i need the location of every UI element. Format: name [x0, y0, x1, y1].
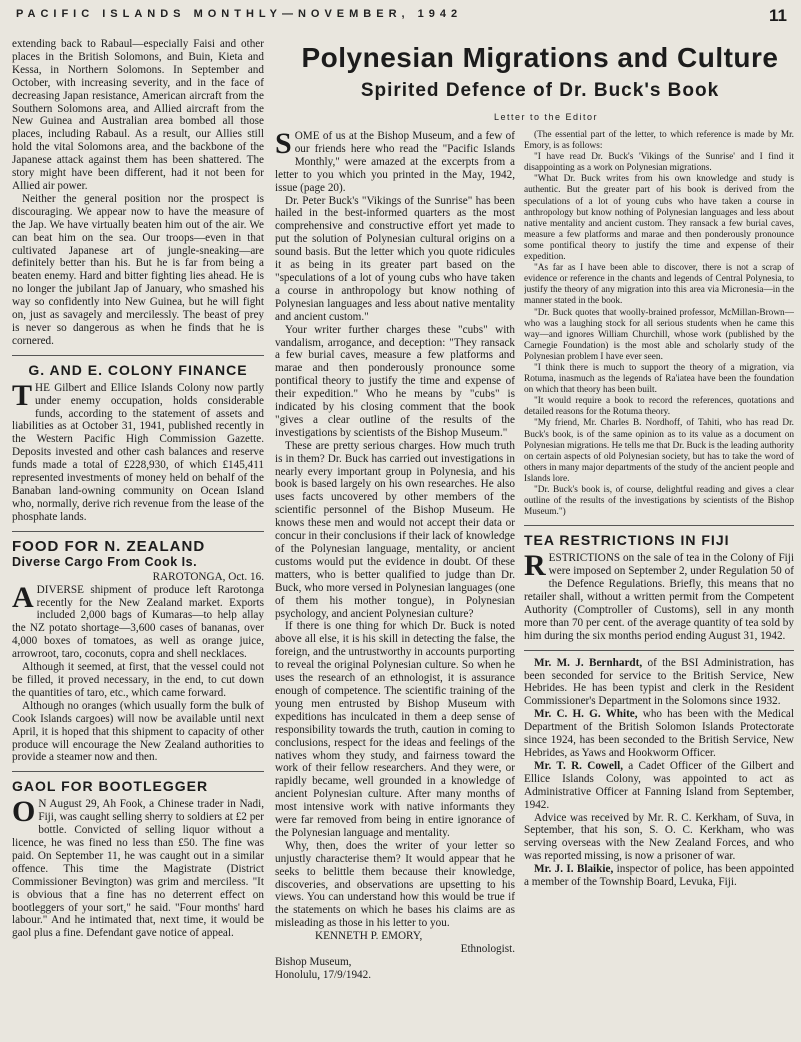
- divider: [524, 650, 794, 651]
- letter-quote: "I think there is much to support the theory of a migration, via Rotuma, inasmuch as the legends of Ra'iatea have been the foundation on which that theory has been built.: [524, 362, 794, 396]
- drop-cap: A: [12, 580, 34, 614]
- personal-item: [524, 863, 794, 889]
- personal-item: [524, 708, 794, 760]
- personal-name: Mr. J. I. Blaikie,: [534, 863, 614, 876]
- page-number: 11: [769, 6, 787, 25]
- feature-lead-text: OME of us at the Bishop Museum, and a few of our friends here who read the "Pacific Islands Monthly," were amazed at the excerpts from a letter to you which you printed in the May, 1942, issue (page 20).: [275, 130, 515, 194]
- column-right: [524, 130, 794, 1042]
- feature-para: Why, then, does the writer of your letter so unjustly characterise them? It would appear that he seeks to belittle them because their knowledge, discoveries, and observations are upsetting to his views. You can understand how this would be true if the statements on which he bases his claims are as misleading as those in his letter to you.: [275, 839, 515, 930]
- signature-name: KENNETH P. EMORY,: [315, 930, 423, 943]
- food-heading: FOOD FOR N. ZEALAND: [12, 537, 206, 555]
- feature-para: These are pretty serious charges. How much truth is in them? Dr. Buck has carried out investigations in nearly every important group in Polynesia, and his book is based largely on his own researches. He also uses facts uncovered by other members of the scientific personnel of the Bishop Museum. He knows these men and would not accept their data or concur in their conclusions if their lack of knowledge of the Polynesian language, mentality, or ancient customs would put the evidence in doubt. Of these matters, who is better qualified to judge than Dr. Buck, who more versed in Polynesian languages (one of them his mother tongue), in Polynesian psychology, and ancient Polynesian culture?: [275, 439, 515, 620]
- personal-name: Mr. T. R. Cowell,: [534, 759, 623, 772]
- feature-para: Your writer further charges these "cubs" with vandalism, arrogance, and deception: "They ransack a few burial caves, measure a few platforms and marae and then ponderously pronounce some pontifical theory to justify the time and expense of their expedition." Who he means by "cubs" is indicated by his closing comment that the book "gives a clear outline of the results of the investigations by scientists of the Bishop Museum.": [275, 323, 515, 439]
- divider: [12, 771, 264, 772]
- war-article-para: Neither the general position nor the prospect is discouraging. We appear now to have the measure of the Jap. We have virtually beaten him out of the air. We can beat him on the sea. Our troops—even in that cultivated Japanese art of jungle-sneaking—are definitely better than his. But he is far from being a beaten enemy. Hard and bitter fighting lies ahead. He is no longer the jubilant Jap of January, who smashed his way so confidently into New Guinea, but he will fight on, just as savagely and mercilessly. The beast of prey is never so dangerous as when he finds that he is cornered.: [12, 192, 264, 347]
- letter-quote: "Dr. Buck's book is, of course, delightful reading and gives a clear outline of the results of the investigations by scientists of the Bishop Museum."): [524, 485, 794, 518]
- letter-quote: "My friend, Mr. Charles B. Nordhoff, of Tahiti, who has read Dr. Buck's book, is of the same opinion as to its value as a document on Polynesian migrations. He tells me that Dr. Buck is the leading authority on certain aspects of old Polynesian society, but has to take the word of others in many major departments of the study of the ancient people and Islands lore.: [524, 418, 794, 484]
- war-article-para: extending back to Rabaul—especially Faisi and other places in the British Solomons, and Buin, Kieta and Kessa, in Northern Solomons. In September and October, with increasing severity, and in the face of decreasing Japan resistance, American aircraft from the Southern Solomons area, and Allied aircraft from the New Guinea and Australian area bombed all those places, including Rabaul. As a result, our Allies still hold the vital Solomons area, and the backbone of the Japanese attack against them has been shattered. The story might have been different, had it not been for Allied air power.: [12, 38, 264, 192]
- running-head: PACIFIC ISLANDS MONTHLY—NOVEMBER, 1942: [16, 8, 463, 20]
- letter-quote: "Dr. Buck quotes that woolly-brained professor, McMillan-Brown—who was a laughing stock for all serious students when he came this way—and ignores William Churchill, whose work (published by the Carnegie Foundation) is the most able and scholarly study of the Polynesian problem I have ever seen.: [524, 307, 794, 362]
- tea-text: ESTRICTIONS on the sale of tea in the Colony of Fiji were imposed on September 2, under Regulation 50 of the Defence Regulations. Briefly, this means that no retailer shall, without a written permit from the Competent Authority (Comptroller of Customs), sell in any month more than 70 per cent. of the average quantity of tea sold by him during the six months period ending August 31, 1942.: [524, 552, 794, 642]
- personal-text: inspector of police, has been appointed a member of the Township Board, Levuka, Fiji.: [524, 863, 794, 889]
- personal-name: Mr. C. H. G. White,: [534, 708, 638, 721]
- signature-title: Ethnologist.: [460, 943, 515, 956]
- drop-cap: S: [275, 130, 292, 160]
- personal-text: who has been with the Medical Department of the British Solomon Islands Protectorate since 1924, has been seconded to the British Service, New Hebrides, as Yaws and Hookworm Officer.: [524, 708, 794, 759]
- feature-title: Polynesian Migrations and Culture: [301, 42, 779, 73]
- divider: [12, 531, 264, 532]
- food-subheading: Diverse Cargo From Cook Is.: [12, 554, 198, 569]
- food-lead: [12, 580, 264, 661]
- column-middle: [275, 130, 515, 1042]
- letter-quote: "It would require a book to record the references, quotations and detailed reasons for the Rotuma theory.: [524, 396, 794, 418]
- tea-body: [524, 549, 794, 642]
- gaol-heading: GAOL FOR BOOTLEGGER: [12, 778, 209, 795]
- feature-lead: [275, 130, 515, 195]
- food-para: Although no oranges (which usually form the bulk of Cook Islands cargoes) will now be available until next April, it is hoped that this shipment to capacity of other produce will encourage the New Zealand authorities to provide a steamer now and then.: [12, 699, 264, 764]
- signature-place: Bishop Museum,: [275, 956, 352, 968]
- drop-cap: O: [12, 795, 36, 829]
- personal-text: of the BSI Administration, has been seconded for service to the British Service, New Hebrides. He has been typist and clerk in the Resident Commissioner's Department in the Solomons since 1932.: [524, 656, 794, 708]
- letter-quote: "What Dr. Buck writes from his own knowledge and study is authentic. But the greater part of his book is derived from the speculations of a lot of young cubs who have taken a course in anthropology but know nothing of Polynesian languages and less about native mentality and ancient custom. They ransack a few burial caves, measure a few platforms and marae and then ponderously pronounce some pontifical theory to justify the time and expense of their expedition.: [524, 174, 794, 263]
- letter-quote: (The essential part of the letter, to which reference is made by Mr. Emory, is as follows:: [524, 130, 794, 152]
- tea-heading: TEA RESTRICTIONS IN FIJI: [524, 532, 730, 549]
- colony-finance-heading: G. AND E. COLONY FINANCE: [28, 361, 248, 378]
- drop-cap: T: [12, 378, 33, 412]
- gaol-body: [12, 795, 264, 940]
- letter-label: Letter to the Editor: [494, 112, 599, 122]
- personal-text: a Cadet Officer of the Gilbert and Ellice Islands Colony, was appointed to act as Administrative Officer at Fanning Island from September, 1942.: [524, 759, 794, 811]
- divider: [524, 525, 794, 526]
- gaol-text: N August 29, Ah Fook, a Chinese trader in Nadi, Fiji, was caught selling sherry to soldiers at £2 per bottle. Convicted of selling liquor without a licence, he was fined no less than £50. The fine was paid. On September 11, he was caught out in a similar offence. This time the Magistrate (District Commissioner Bevington) was grim and merciless. "It is obvious that a fine has no deterrent effect on bootleggers of your sort," he said. "Four months' hard labour." And he intimated that, next time, it would be gaol plus a fine. Defendant gave notice of appeal.: [12, 798, 264, 940]
- divider: [12, 355, 264, 356]
- feature-para: If there is one thing for which Dr. Buck is noted above all else, it is his skill in detecting the false, the foreign, and the untrustworthy in accounts purporting to reveal the original Polynesian culture. So when he uses the research of an ethnologist, it is assurance enough of competence. The scientific training of the young men entrusted by Bishop Museum with expeditions has inculcated in them a deep sense of responsibility towards the truth, caution in coming to conclusions, respect for the ideas and feelings of the natives whom they study, and fairness toward the work of their fellow researchers. And they were, or rapidly became, well grounded in a knowledge of ancient Polynesian culture. After many months of most intensive work with native informants they were far removed from being in entire ignorance of the Polynesian language and mentality.: [275, 620, 515, 839]
- personal-item: [524, 657, 794, 709]
- food-para: Although it seemed, at first, that the vessel could not be filled, it proved necessary, in the end, to cut down the quantities of taro, etc., which came forward.: [12, 661, 264, 699]
- personal-text: Advice was received by Mr. R. C. Kerkham, of Suva, in September, that his son, S. O. C. Kerkham, who was serving overseas with the New Zealand Forces, and who was reported missing, is now a prisoner of war.: [524, 811, 794, 863]
- food-dateline: RAROTONGA, Oct. 16.: [152, 570, 264, 583]
- personal-name: Mr. M. J. Bernhardt,: [534, 656, 643, 669]
- letter-quote: "As far as I have been able to discover, there is not a scrap of evidence or reference in the chants and legends of Central Polynesia, to justify the theory of any migration into this area via Micronesia—in the manner stated in the book.: [524, 263, 794, 307]
- food-lead-text: DIVERSE shipment of produce left Rarotonga recently for the New Zealand market. Exports included 2,000 bags of Kumaras—to help allay the NZ potato shortage—3,600 cases of bananas, over 4,000 boxes of tomatoes, as well as orange juice, arrowroot, taro, coconuts, copra and shell necklaces.: [12, 583, 264, 661]
- colony-finance-text: HE Gilbert and Ellice Islands Colony now partly under enemy occupation, holds considerable funds, according to the statement of assets and liabilities as at October 31, 1941, published recently in the Western Pacific High Commission Gazette. Deposits invested and other cash balances and reserve funds made a total of £228,930, of which £145,411 represented investments of money held on behalf of the Banaban land-owning community on Ocean Island who, normally, derive rich revenue from the lease of the phosphate lands.: [12, 381, 264, 523]
- personal-item: [524, 760, 794, 812]
- personal-item: [524, 812, 794, 864]
- feature-subtitle: Spirited Defence of Dr. Buck's Book: [360, 80, 720, 101]
- drop-cap: R: [524, 549, 546, 583]
- column-left: [12, 38, 264, 1038]
- letter-quote: "I have read Dr. Buck's 'Vikings of the Sunrise' and I find it disappointing as a work on Polynesian migrations.: [524, 152, 794, 174]
- colony-finance-body: [12, 378, 264, 524]
- feature-para: Dr. Peter Buck's "Vikings of the Sunrise" has been hailed in the best-informed quarters as the most comprehensive and constructive effort yet made to put the solution of Polynesian cultural origins on a sound basis. But the letter which you quote ridicules it as being in its greater part based on the "speculations of a lot of young cubs who have taken a course in anthropology but know nothing of Polynesian languages and less about native mentality and ancient custom.": [275, 194, 515, 323]
- signature-date: Honolulu, 17/9/1942.: [275, 968, 372, 981]
